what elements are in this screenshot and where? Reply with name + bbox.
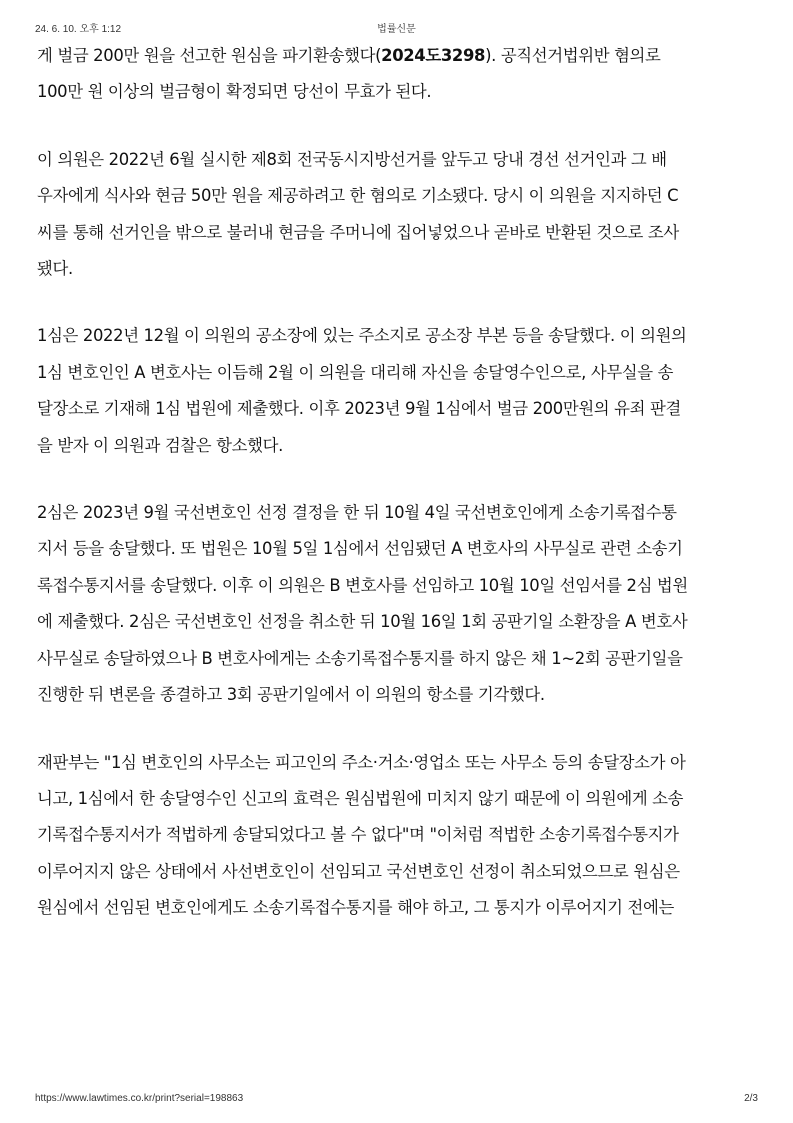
article-body bbox=[37, 38, 757, 958]
paragraph-4-line: 에 제출했다. 2심은 국선변호인 선정을 취소한 뒤 10월 16일 1회 공판기일 소환장을 A 변호사 bbox=[37, 612, 688, 632]
paragraph-4-line: 진행한 뒤 변론을 종결하고 3회 공판기일에서 이 의원의 항소를 기각했다. bbox=[37, 685, 545, 705]
paragraph-1-line-2: 100만 원 이상의 벌금형이 확정되면 당선이 무효가 된다. bbox=[37, 82, 432, 102]
paragraph-3-line: 1심은 2022년 12월 이 의원의 공소장에 있는 주소지로 공소장 부본 등을 송달했다. 이 의원의 bbox=[37, 326, 687, 346]
paragraph-1 bbox=[37, 38, 757, 111]
paragraph-5 bbox=[37, 745, 757, 927]
paragraph-2 bbox=[37, 142, 757, 288]
paragraph-3-line: 달장소로 기재해 1심 법원에 제출했다. 이후 2023년 9월 1심에서 벌금 200만원의 유죄 판결 bbox=[37, 399, 681, 419]
paragraph-4-line: 2심은 2023년 9월 국선변호인 선정 결정을 한 뒤 10월 4일 국선변호인에게 소송기록접수통 bbox=[37, 503, 677, 523]
print-footer bbox=[35, 1093, 758, 1109]
page-number: 2/3 bbox=[744, 1093, 758, 1104]
paragraph-1-line-1 bbox=[37, 38, 757, 74]
paragraph-4 bbox=[37, 495, 757, 713]
text-segment: ). 공직선거법위반 혐의로 bbox=[485, 46, 661, 65]
paragraph-5-line: 기록접수통지서가 적법하게 송달되었다고 볼 수 없다"며 "이처럼 적법한 소송기록접수통지가 bbox=[37, 825, 679, 845]
paragraph-4-line: 지서 등을 송달했다. 또 법원은 10월 5일 1심에서 선임됐던 A 변호사의 사무실로 관련 소송기 bbox=[37, 539, 683, 559]
paragraph-3-line: 을 받자 이 의원과 검찰은 항소했다. bbox=[37, 435, 283, 455]
paragraph-2-line: 씨를 통해 선거인을 밖으로 불러내 현금을 주머니에 집어넣었으나 곧바로 반환된 것으로 조사 bbox=[37, 222, 679, 242]
page-url: https://www.lawtimes.co.kr/print?serial=198863 bbox=[35, 1093, 244, 1104]
site-name: 법률신문 bbox=[377, 24, 416, 35]
paragraph-2-line: 우자에게 식사와 현금 50만 원을 제공하려고 한 혐의로 기소됐다. 당시 이 의원을 지지하던 C bbox=[37, 186, 679, 206]
paragraph-2-line: 됐다. bbox=[37, 259, 73, 279]
case-number: 2024도3298 bbox=[381, 46, 486, 65]
paragraph-5-line: 니고, 1심에서 한 송달영수인 신고의 효력은 원심법원에 미치지 않기 때문에 이 의원에게 소송 bbox=[37, 788, 684, 808]
paragraph-4-line: 사무실로 송달하였으나 B 변호사에게는 소송기록접수통지를 하지 않은 채 1~2회 공판기일을 bbox=[37, 648, 683, 668]
print-datetime: 24. 6. 10. 오후 1:12 bbox=[35, 24, 122, 35]
paragraph-5-line: 이루어지지 않은 상태에서 사선변호인이 선임되고 국선변호인 선정이 취소되었으므로 원심은 bbox=[37, 861, 680, 881]
paragraph-3 bbox=[37, 318, 757, 464]
paragraph-5-line: 원심에서 선임된 변호인에게도 소송기록접수통지를 해야 하고, 그 통지가 이루어지기 전에는 bbox=[37, 898, 674, 918]
paragraph-5-line: 재판부는 "1심 변호인의 사무소는 피고인의 주소·거소·영업소 또는 사무소 등의 송달장소가 아 bbox=[37, 752, 686, 772]
print-header bbox=[35, 20, 758, 36]
paragraph-3-line: 1심 변호인인 A 변호사는 이듬해 2월 이 의원을 대리해 자신을 송달영수인으로, 사무실을 송 bbox=[37, 362, 674, 382]
text-segment: 게 벌금 200만 원을 선고한 원심을 파기환송했다( bbox=[37, 46, 382, 65]
paragraph-4-line: 록접수통지서를 송달했다. 이후 이 의원은 B 변호사를 선임하고 10월 10일 선임서를 2심 법원 bbox=[37, 575, 688, 595]
paragraph-2-line: 이 의원은 2022년 6월 실시한 제8회 전국동시지방선거를 앞두고 당내 경선 선거인과 그 배 bbox=[37, 149, 667, 169]
